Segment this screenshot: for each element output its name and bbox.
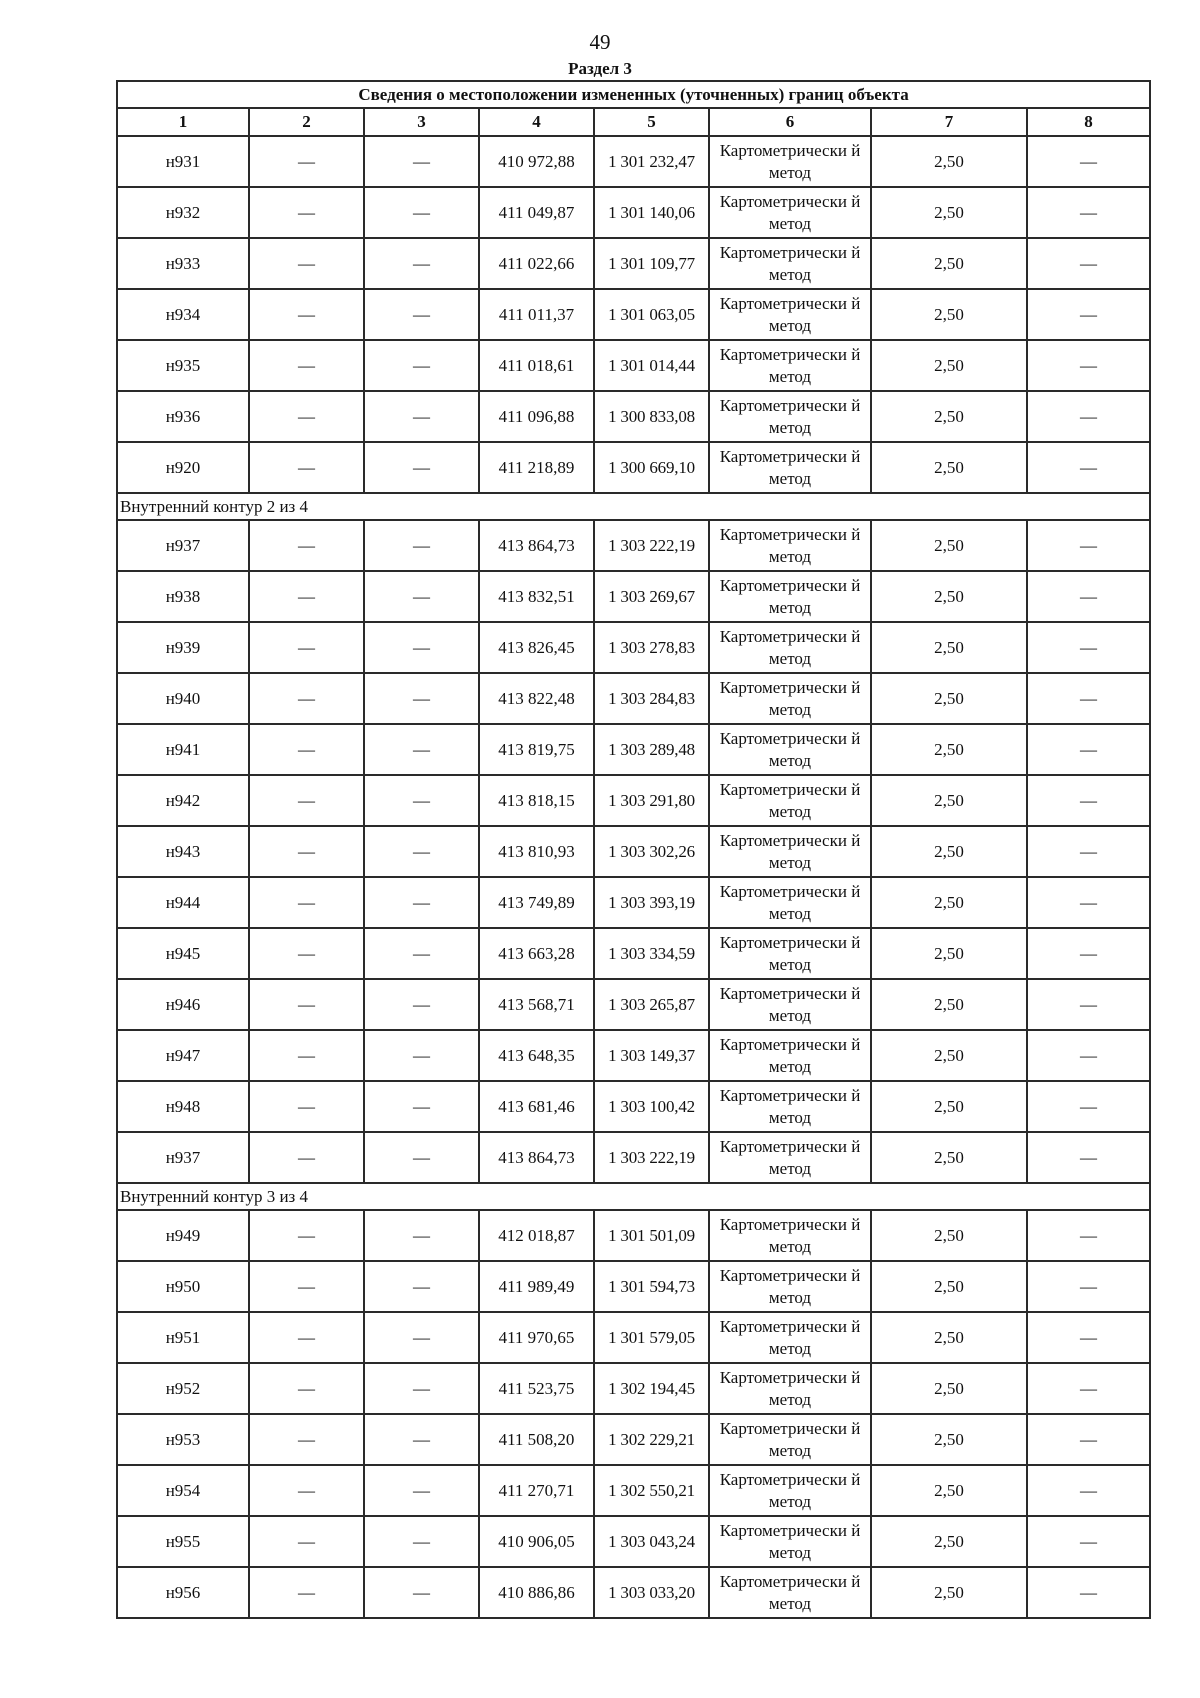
empty-value-cell: — xyxy=(249,622,364,673)
x-coordinate-cell: 413 826,45 xyxy=(479,622,594,673)
table-row xyxy=(117,928,1150,979)
empty-value-cell: — xyxy=(1027,442,1150,493)
x-coordinate-cell: 413 818,15 xyxy=(479,775,594,826)
method-cell: Картометрически й метод xyxy=(709,136,871,187)
empty-value-cell: — xyxy=(364,340,479,391)
empty-value-cell: — xyxy=(249,979,364,1030)
method-cell: Картометрически й метод xyxy=(709,877,871,928)
table-row xyxy=(117,340,1150,391)
page-number: 49 xyxy=(589,30,611,54)
empty-value-cell: — xyxy=(364,1081,479,1132)
empty-value-cell: — xyxy=(364,1516,479,1567)
empty-value-cell: — xyxy=(1027,724,1150,775)
x-coordinate-cell: 413 864,73 xyxy=(479,520,594,571)
point-id-cell: н939 xyxy=(117,622,249,673)
empty-value-cell: — xyxy=(364,1312,479,1363)
point-id-cell: н934 xyxy=(117,289,249,340)
method-cell: Картометрически й метод xyxy=(709,238,871,289)
point-id-cell: н940 xyxy=(117,673,249,724)
empty-value-cell: — xyxy=(1027,775,1150,826)
table-row xyxy=(117,877,1150,928)
empty-value-cell: — xyxy=(249,1210,364,1261)
empty-value-cell: — xyxy=(249,520,364,571)
table-row xyxy=(117,673,1150,724)
x-coordinate-cell: 411 270,71 xyxy=(479,1465,594,1516)
y-coordinate-cell: 1 302 550,21 xyxy=(594,1465,709,1516)
point-id-cell: н950 xyxy=(117,1261,249,1312)
empty-value-cell: — xyxy=(364,724,479,775)
empty-value-cell: — xyxy=(249,1081,364,1132)
point-id-cell: н931 xyxy=(117,136,249,187)
empty-value-cell: — xyxy=(1027,979,1150,1030)
y-coordinate-cell: 1 303 284,83 xyxy=(594,673,709,724)
method-cell: Картометрически й метод xyxy=(709,1414,871,1465)
x-coordinate-cell: 413 819,75 xyxy=(479,724,594,775)
y-coordinate-cell: 1 303 222,19 xyxy=(594,520,709,571)
empty-value-cell: — xyxy=(249,187,364,238)
table-row xyxy=(117,979,1150,1030)
point-id-cell: н953 xyxy=(117,1414,249,1465)
table-row xyxy=(117,826,1150,877)
empty-value-cell: — xyxy=(1027,391,1150,442)
column-number-row xyxy=(117,108,1150,136)
x-coordinate-cell: 413 822,48 xyxy=(479,673,594,724)
precision-cell: 2,50 xyxy=(871,1465,1027,1516)
point-id-cell: н935 xyxy=(117,340,249,391)
y-coordinate-cell: 1 301 594,73 xyxy=(594,1261,709,1312)
empty-value-cell: — xyxy=(364,622,479,673)
empty-value-cell: — xyxy=(1027,1081,1150,1132)
y-coordinate-cell: 1 300 833,08 xyxy=(594,391,709,442)
y-coordinate-cell: 1 303 291,80 xyxy=(594,775,709,826)
point-id-cell: н920 xyxy=(117,442,249,493)
method-cell: Картометрически й метод xyxy=(709,1081,871,1132)
precision-cell: 2,50 xyxy=(871,1081,1027,1132)
empty-value-cell: — xyxy=(1027,340,1150,391)
method-cell: Картометрически й метод xyxy=(709,1516,871,1567)
precision-cell: 2,50 xyxy=(871,673,1027,724)
table-row xyxy=(117,238,1150,289)
precision-cell: 2,50 xyxy=(871,877,1027,928)
point-id-cell: н948 xyxy=(117,1081,249,1132)
precision-cell: 2,50 xyxy=(871,1132,1027,1183)
table-row xyxy=(117,1567,1150,1618)
table-row xyxy=(117,622,1150,673)
empty-value-cell: — xyxy=(249,1516,364,1567)
table-caption: Сведения о местоположении измененных (уточненных) границ объекта xyxy=(117,81,1150,108)
point-id-cell: н938 xyxy=(117,571,249,622)
y-coordinate-cell: 1 301 232,47 xyxy=(594,136,709,187)
x-coordinate-cell: 413 864,73 xyxy=(479,1132,594,1183)
y-coordinate-cell: 1 300 669,10 xyxy=(594,442,709,493)
empty-value-cell: — xyxy=(249,238,364,289)
column-number: 1 xyxy=(117,108,249,136)
table-row xyxy=(117,571,1150,622)
empty-value-cell: — xyxy=(1027,1414,1150,1465)
empty-value-cell: — xyxy=(1027,1261,1150,1312)
precision-cell: 2,50 xyxy=(871,622,1027,673)
method-cell: Картометрически й метод xyxy=(709,520,871,571)
point-id-cell: н955 xyxy=(117,1516,249,1567)
empty-value-cell: — xyxy=(364,877,479,928)
method-cell: Картометрически й метод xyxy=(709,1261,871,1312)
point-id-cell: н947 xyxy=(117,1030,249,1081)
point-id-cell: н937 xyxy=(117,520,249,571)
section-title: Раздел 3 xyxy=(568,59,632,78)
empty-value-cell: — xyxy=(249,1312,364,1363)
table-row xyxy=(117,1030,1150,1081)
empty-value-cell: — xyxy=(249,877,364,928)
y-coordinate-cell: 1 303 222,19 xyxy=(594,1132,709,1183)
y-coordinate-cell: 1 301 579,05 xyxy=(594,1312,709,1363)
contour-header-row xyxy=(117,493,1150,520)
table-row xyxy=(117,775,1150,826)
column-number: 7 xyxy=(871,108,1027,136)
empty-value-cell: — xyxy=(364,1414,479,1465)
method-cell: Картометрически й метод xyxy=(709,289,871,340)
x-coordinate-cell: 411 523,75 xyxy=(479,1363,594,1414)
y-coordinate-cell: 1 302 194,45 xyxy=(594,1363,709,1414)
x-coordinate-cell: 411 970,65 xyxy=(479,1312,594,1363)
precision-cell: 2,50 xyxy=(871,391,1027,442)
method-cell: Картометрически й метод xyxy=(709,340,871,391)
table-row xyxy=(117,1132,1150,1183)
point-id-cell: н932 xyxy=(117,187,249,238)
empty-value-cell: — xyxy=(364,187,479,238)
empty-value-cell: — xyxy=(364,1261,479,1312)
precision-cell: 2,50 xyxy=(871,724,1027,775)
point-id-cell: н951 xyxy=(117,1312,249,1363)
x-coordinate-cell: 413 663,28 xyxy=(479,928,594,979)
y-coordinate-cell: 1 301 014,44 xyxy=(594,340,709,391)
table-row xyxy=(117,391,1150,442)
empty-value-cell: — xyxy=(1027,1210,1150,1261)
point-id-cell: н941 xyxy=(117,724,249,775)
precision-cell: 2,50 xyxy=(871,928,1027,979)
precision-cell: 2,50 xyxy=(871,1363,1027,1414)
empty-value-cell: — xyxy=(249,1363,364,1414)
y-coordinate-cell: 1 301 063,05 xyxy=(594,289,709,340)
y-coordinate-cell: 1 303 100,42 xyxy=(594,1081,709,1132)
empty-value-cell: — xyxy=(1027,877,1150,928)
x-coordinate-cell: 411 049,87 xyxy=(479,187,594,238)
method-cell: Картометрически й метод xyxy=(709,826,871,877)
table-row xyxy=(117,1210,1150,1261)
precision-cell: 2,50 xyxy=(871,1312,1027,1363)
precision-cell: 2,50 xyxy=(871,442,1027,493)
empty-value-cell: — xyxy=(364,928,479,979)
table-row xyxy=(117,1312,1150,1363)
empty-value-cell: — xyxy=(364,136,479,187)
precision-cell: 2,50 xyxy=(871,979,1027,1030)
y-coordinate-cell: 1 303 278,83 xyxy=(594,622,709,673)
precision-cell: 2,50 xyxy=(871,1414,1027,1465)
y-coordinate-cell: 1 303 033,20 xyxy=(594,1567,709,1618)
column-number: 8 xyxy=(1027,108,1150,136)
point-id-cell: н943 xyxy=(117,826,249,877)
empty-value-cell: — xyxy=(364,1363,479,1414)
empty-value-cell: — xyxy=(364,1465,479,1516)
method-cell: Картометрически й метод xyxy=(709,1363,871,1414)
table-row xyxy=(117,442,1150,493)
method-cell: Картометрически й метод xyxy=(709,1210,871,1261)
y-coordinate-cell: 1 303 302,26 xyxy=(594,826,709,877)
table-row xyxy=(117,1516,1150,1567)
precision-cell: 2,50 xyxy=(871,1516,1027,1567)
empty-value-cell: — xyxy=(1027,520,1150,571)
empty-value-cell: — xyxy=(364,826,479,877)
table-row xyxy=(117,1363,1150,1414)
empty-value-cell: — xyxy=(1027,622,1150,673)
empty-value-cell: — xyxy=(1027,1030,1150,1081)
empty-value-cell: — xyxy=(249,1030,364,1081)
point-id-cell: н945 xyxy=(117,928,249,979)
table-row xyxy=(117,136,1150,187)
method-cell: Картометрически й метод xyxy=(709,673,871,724)
precision-cell: 2,50 xyxy=(871,1030,1027,1081)
y-coordinate-cell: 1 303 289,48 xyxy=(594,724,709,775)
precision-cell: 2,50 xyxy=(871,1261,1027,1312)
method-cell: Картометрически й метод xyxy=(709,622,871,673)
method-cell: Картометрически й метод xyxy=(709,1567,871,1618)
empty-value-cell: — xyxy=(1027,571,1150,622)
point-id-cell: н952 xyxy=(117,1363,249,1414)
x-coordinate-cell: 411 096,88 xyxy=(479,391,594,442)
precision-cell: 2,50 xyxy=(871,136,1027,187)
method-cell: Картометрически й метод xyxy=(709,391,871,442)
empty-value-cell: — xyxy=(1027,1132,1150,1183)
empty-value-cell: — xyxy=(1027,289,1150,340)
x-coordinate-cell: 411 989,49 xyxy=(479,1261,594,1312)
empty-value-cell: — xyxy=(249,775,364,826)
method-cell: Картометрически й метод xyxy=(709,1312,871,1363)
table-row xyxy=(117,520,1150,571)
empty-value-cell: — xyxy=(364,979,479,1030)
empty-value-cell: — xyxy=(249,1414,364,1465)
x-coordinate-cell: 413 832,51 xyxy=(479,571,594,622)
y-coordinate-cell: 1 303 334,59 xyxy=(594,928,709,979)
empty-value-cell: — xyxy=(364,1210,479,1261)
empty-value-cell: — xyxy=(364,673,479,724)
y-coordinate-cell: 1 301 140,06 xyxy=(594,187,709,238)
precision-cell: 2,50 xyxy=(871,238,1027,289)
y-coordinate-cell: 1 301 501,09 xyxy=(594,1210,709,1261)
empty-value-cell: — xyxy=(1027,1567,1150,1618)
precision-cell: 2,50 xyxy=(871,1210,1027,1261)
empty-value-cell: — xyxy=(249,391,364,442)
method-cell: Картометрически й метод xyxy=(709,187,871,238)
point-id-cell: н944 xyxy=(117,877,249,928)
point-id-cell: н949 xyxy=(117,1210,249,1261)
column-number: 2 xyxy=(249,108,364,136)
x-coordinate-cell: 413 648,35 xyxy=(479,1030,594,1081)
empty-value-cell: — xyxy=(364,775,479,826)
empty-value-cell: — xyxy=(364,520,479,571)
empty-value-cell: — xyxy=(364,1567,479,1618)
empty-value-cell: — xyxy=(364,1132,479,1183)
empty-value-cell: — xyxy=(364,289,479,340)
x-coordinate-cell: 411 011,37 xyxy=(479,289,594,340)
empty-value-cell: — xyxy=(249,1567,364,1618)
empty-value-cell: — xyxy=(1027,1363,1150,1414)
x-coordinate-cell: 412 018,87 xyxy=(479,1210,594,1261)
method-cell: Картометрически й метод xyxy=(709,724,871,775)
empty-value-cell: — xyxy=(249,928,364,979)
empty-value-cell: — xyxy=(1027,928,1150,979)
column-number: 4 xyxy=(479,108,594,136)
y-coordinate-cell: 1 301 109,77 xyxy=(594,238,709,289)
contour-header-row xyxy=(117,1183,1150,1210)
method-cell: Картометрически й метод xyxy=(709,928,871,979)
empty-value-cell: — xyxy=(249,136,364,187)
empty-value-cell: — xyxy=(249,724,364,775)
x-coordinate-cell: 411 218,89 xyxy=(479,442,594,493)
empty-value-cell: — xyxy=(249,571,364,622)
empty-value-cell: — xyxy=(364,571,479,622)
x-coordinate-cell: 413 810,93 xyxy=(479,826,594,877)
y-coordinate-cell: 1 303 393,19 xyxy=(594,877,709,928)
y-coordinate-cell: 1 303 265,87 xyxy=(594,979,709,1030)
x-coordinate-cell: 413 749,89 xyxy=(479,877,594,928)
empty-value-cell: — xyxy=(364,238,479,289)
contour-label: Внутренний контур 3 из 4 xyxy=(117,1183,1150,1210)
table-body xyxy=(117,136,1150,1618)
table-row xyxy=(117,289,1150,340)
empty-value-cell: — xyxy=(1027,1516,1150,1567)
x-coordinate-cell: 410 972,88 xyxy=(479,136,594,187)
point-id-cell: н936 xyxy=(117,391,249,442)
precision-cell: 2,50 xyxy=(871,187,1027,238)
empty-value-cell: — xyxy=(249,1132,364,1183)
method-cell: Картометрически й метод xyxy=(709,1465,871,1516)
empty-value-cell: — xyxy=(364,1030,479,1081)
method-cell: Картометрически й метод xyxy=(709,1132,871,1183)
table-row xyxy=(117,724,1150,775)
empty-value-cell: — xyxy=(249,1465,364,1516)
table-row xyxy=(117,1465,1150,1516)
y-coordinate-cell: 1 303 149,37 xyxy=(594,1030,709,1081)
empty-value-cell: — xyxy=(1027,1465,1150,1516)
table-row xyxy=(117,1081,1150,1132)
empty-value-cell: — xyxy=(249,289,364,340)
y-coordinate-cell: 1 303 269,67 xyxy=(594,571,709,622)
empty-value-cell: — xyxy=(1027,187,1150,238)
empty-value-cell: — xyxy=(1027,1312,1150,1363)
column-number: 6 xyxy=(709,108,871,136)
method-cell: Картометрически й метод xyxy=(709,442,871,493)
x-coordinate-cell: 413 681,46 xyxy=(479,1081,594,1132)
point-id-cell: н942 xyxy=(117,775,249,826)
method-cell: Картометрически й метод xyxy=(709,979,871,1030)
x-coordinate-cell: 413 568,71 xyxy=(479,979,594,1030)
method-cell: Картометрически й метод xyxy=(709,571,871,622)
empty-value-cell: — xyxy=(249,442,364,493)
empty-value-cell: — xyxy=(1027,238,1150,289)
point-id-cell: н954 xyxy=(117,1465,249,1516)
method-cell: Картометрически й метод xyxy=(709,1030,871,1081)
empty-value-cell: — xyxy=(1027,136,1150,187)
table-row xyxy=(117,1261,1150,1312)
empty-value-cell: — xyxy=(1027,826,1150,877)
column-number: 5 xyxy=(594,108,709,136)
x-coordinate-cell: 410 906,05 xyxy=(479,1516,594,1567)
x-coordinate-cell: 410 886,86 xyxy=(479,1567,594,1618)
precision-cell: 2,50 xyxy=(871,571,1027,622)
x-coordinate-cell: 411 508,20 xyxy=(479,1414,594,1465)
precision-cell: 2,50 xyxy=(871,1567,1027,1618)
empty-value-cell: — xyxy=(249,673,364,724)
contour-label: Внутренний контур 2 из 4 xyxy=(117,493,1150,520)
empty-value-cell: — xyxy=(249,1261,364,1312)
table-row xyxy=(117,1414,1150,1465)
coordinates-table xyxy=(116,80,1151,1619)
y-coordinate-cell: 1 303 043,24 xyxy=(594,1516,709,1567)
point-id-cell: н933 xyxy=(117,238,249,289)
point-id-cell: н946 xyxy=(117,979,249,1030)
table-caption-row xyxy=(117,81,1150,108)
x-coordinate-cell: 411 018,61 xyxy=(479,340,594,391)
column-number: 3 xyxy=(364,108,479,136)
precision-cell: 2,50 xyxy=(871,289,1027,340)
empty-value-cell: — xyxy=(249,826,364,877)
x-coordinate-cell: 411 022,66 xyxy=(479,238,594,289)
table-row xyxy=(117,187,1150,238)
empty-value-cell: — xyxy=(1027,673,1150,724)
point-id-cell: н937 xyxy=(117,1132,249,1183)
point-id-cell: н956 xyxy=(117,1567,249,1618)
empty-value-cell: — xyxy=(364,442,479,493)
precision-cell: 2,50 xyxy=(871,826,1027,877)
y-coordinate-cell: 1 302 229,21 xyxy=(594,1414,709,1465)
empty-value-cell: — xyxy=(249,340,364,391)
precision-cell: 2,50 xyxy=(871,340,1027,391)
empty-value-cell: — xyxy=(364,391,479,442)
precision-cell: 2,50 xyxy=(871,520,1027,571)
precision-cell: 2,50 xyxy=(871,775,1027,826)
method-cell: Картометрически й метод xyxy=(709,775,871,826)
